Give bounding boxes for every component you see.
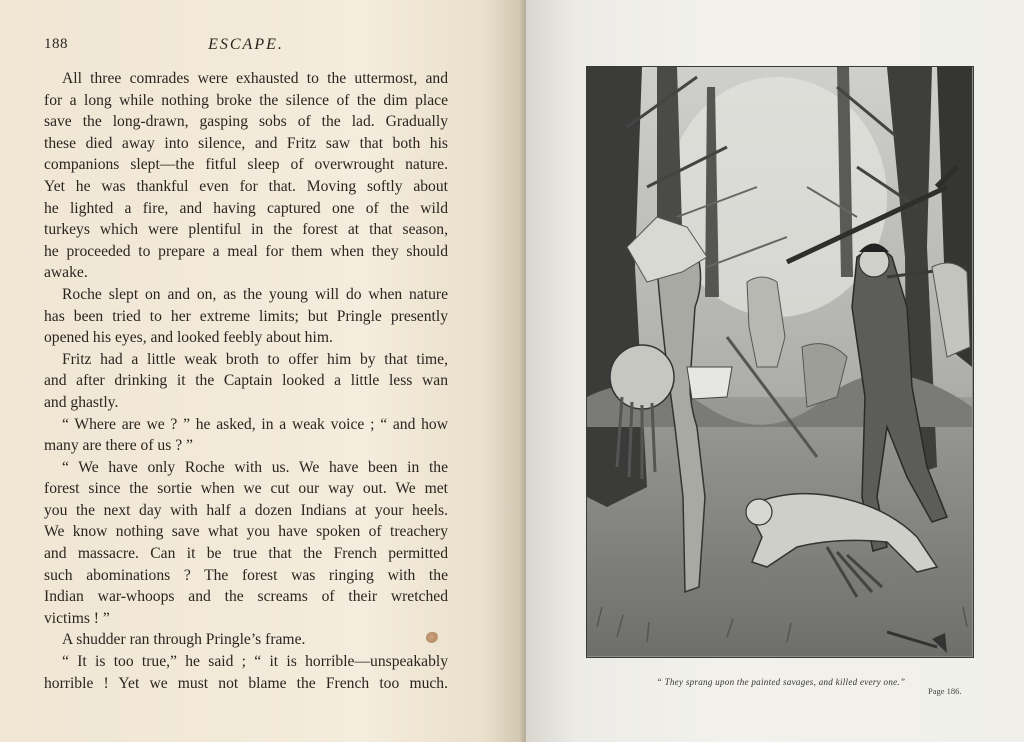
text-line: such abominations ? The forest was ringing with the — [44, 566, 448, 584]
text-line: forest since the sortie when we cut our way out. We met — [44, 480, 448, 498]
text-line: awake. — [44, 264, 88, 282]
body-text — [44, 68, 448, 694]
text-line: “ Where are we ? ” he asked, in a weak voice ; “ and how — [62, 415, 448, 433]
page-reference: Page 186. — [928, 686, 962, 696]
running-head — [44, 36, 448, 58]
text-line: We know nothing save what you have spoken of treachery — [44, 523, 448, 541]
text-line: opened his eyes, and looked feebly about him. — [44, 329, 333, 347]
text-line: he proceeded to prepare a meal for them when they should — [44, 242, 448, 260]
text-line: companions slept—the fitful sleep of overwrought nature. — [44, 156, 448, 174]
text-line: and after drinking it the Captain looked a little less wan — [44, 372, 448, 390]
text-line: “ It is too true,” he said ; “ it is horrible—unspeakably — [62, 653, 448, 671]
text-line: save the long-drawn, gasping sobs of the lad. Gradually — [44, 113, 448, 131]
text-line: Yet he was thankful even for that. Moving softly about — [44, 177, 448, 195]
text-line: Fritz had a little weak broth to offer him by that time, — [62, 350, 448, 368]
text-line: turkeys which were plentiful in the forest at that season, — [44, 221, 448, 239]
text-line: “ We have only Roche with us. We have been in the — [62, 458, 448, 476]
text-line: victims ! ” — [44, 609, 110, 627]
right-page — [526, 0, 1024, 742]
text-line: these died away into silence, and Fritz saw that both his — [44, 134, 448, 152]
text-line: you the next day with half a dozen Indians at your heels. — [44, 501, 448, 519]
chapter-title: ESCAPE. — [208, 36, 284, 53]
text-line: horrible ! Yet we must not blame the French too much. — [44, 674, 448, 692]
text-line: and massacre. Can it be true that the French permitted — [44, 545, 448, 563]
illustration-caption: “ They sprang upon the painted savages, and killed every one.” — [656, 677, 906, 687]
illustration-drawing — [587, 67, 972, 656]
forest-battle-illustration-icon — [586, 66, 974, 658]
text-line: for a long while nothing broke the silence of the dim place — [44, 91, 448, 109]
text-line: Indian war-whoops and the screams of their wretched — [44, 588, 448, 606]
text-line: he lighted a fire, and having captured one of the wild — [44, 199, 448, 217]
text-line: Roche slept on and on, as the young will do when nature — [62, 285, 448, 303]
text-line: and ghastly. — [44, 393, 119, 411]
text-line: has been tried to her extreme limits; but Pringle presently — [44, 307, 448, 325]
text-line: All three comrades were exhausted to the uttermost, and — [62, 70, 448, 87]
page-number: 188 — [44, 36, 68, 52]
text-line: A shudder ran through Pringle’s frame. — [62, 631, 306, 649]
text-line: many are there of us ? ” — [44, 437, 193, 455]
